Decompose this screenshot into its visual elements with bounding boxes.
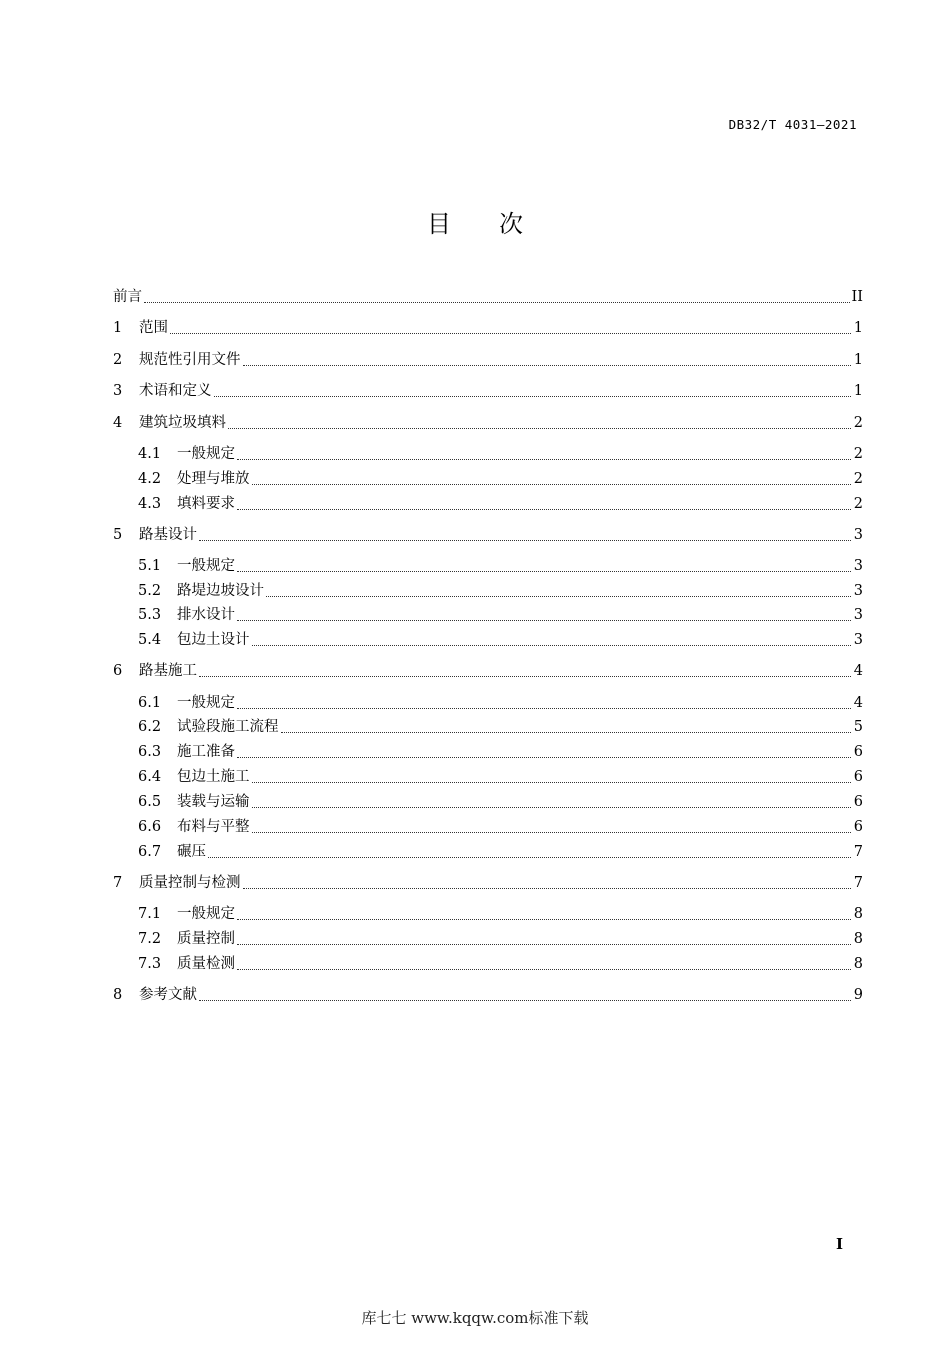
toc-entry-page: II xyxy=(851,289,863,305)
toc-entry-number: 6.3 xyxy=(138,744,162,760)
toc-leader xyxy=(208,856,851,858)
toc-leader xyxy=(199,539,851,541)
toc-entry-page: 3 xyxy=(853,527,863,543)
toc-entry-label: 范围 xyxy=(139,320,168,336)
toc-entry-page: 7 xyxy=(853,875,863,891)
toc-subentry[interactable] xyxy=(138,740,863,764)
toc-entry[interactable] xyxy=(113,983,863,1007)
toc-entry-page: 8 xyxy=(853,931,863,947)
toc-entry-number: 5.4 xyxy=(138,632,162,648)
page-title: 目次 xyxy=(427,210,571,238)
toc-leader xyxy=(252,483,852,485)
toc-entry-label: 一般规定 xyxy=(177,906,235,922)
toc-leader xyxy=(199,675,851,677)
toc-entry-number: 6.1 xyxy=(138,695,162,711)
toc-entry-label: 装载与运输 xyxy=(177,794,250,810)
toc-entry-page: 3 xyxy=(853,607,863,623)
toc-leader xyxy=(237,570,851,572)
toc-entry-page: 2 xyxy=(853,496,863,512)
toc-entry-label: 路基设计 xyxy=(139,527,197,543)
toc-entry-number: 5.3 xyxy=(138,607,162,623)
toc-entry-label: 包边土施工 xyxy=(177,769,250,785)
toc-entry-label: 碾压 xyxy=(177,844,206,860)
toc-entry-label: 一般规定 xyxy=(177,695,235,711)
toc-subentry[interactable] xyxy=(138,467,863,491)
toc-entry-foreword[interactable] xyxy=(113,285,863,309)
toc-subentry[interactable] xyxy=(138,815,863,839)
footer-watermark: 库七七 www.kqqw.com标准下载 xyxy=(361,1309,589,1327)
toc-entry-page: 6 xyxy=(853,769,863,785)
page-number: I xyxy=(836,1235,844,1253)
toc-entry-label: 前言 xyxy=(113,289,142,305)
toc-entry-label: 质量控制与检测 xyxy=(139,875,241,891)
toc-entry-page: 7 xyxy=(853,844,863,860)
toc-entry-number: 6 xyxy=(113,663,123,679)
toc-entry-label: 规范性引用文件 xyxy=(139,352,241,368)
toc-entry-page: 3 xyxy=(853,632,863,648)
toc-subentry[interactable] xyxy=(138,765,863,789)
toc-subentry[interactable] xyxy=(138,628,863,652)
toc-entry-number: 4.2 xyxy=(138,471,162,487)
toc-entry[interactable] xyxy=(113,871,863,895)
toc-entry-page: 8 xyxy=(853,906,863,922)
toc-entry-label: 路基施工 xyxy=(139,663,197,679)
toc-entry-number: 3 xyxy=(113,383,123,399)
toc-subentry[interactable] xyxy=(138,579,863,603)
toc-entry[interactable] xyxy=(113,348,863,372)
toc-leader xyxy=(144,301,850,303)
toc-subentry[interactable] xyxy=(138,840,863,864)
toc-entry-page: 1 xyxy=(853,383,863,399)
toc-entry-number: 6.2 xyxy=(138,719,162,735)
toc-entry-label: 填料要求 xyxy=(177,496,235,512)
toc-entry-page: 4 xyxy=(853,663,863,679)
toc-entry[interactable] xyxy=(113,659,863,683)
toc-entry-label: 处理与堆放 xyxy=(177,471,250,487)
toc-subentry[interactable] xyxy=(138,442,863,466)
toc-entry-page: 1 xyxy=(853,352,863,368)
toc-entry-label: 质量控制 xyxy=(177,931,235,947)
toc-subentry[interactable] xyxy=(138,554,863,578)
toc-entry-number: 5.1 xyxy=(138,558,162,574)
toc-entry-page: 2 xyxy=(853,446,863,462)
toc-entry-label: 参考文献 xyxy=(139,987,197,1003)
toc-entry-number: 6.4 xyxy=(138,769,162,785)
toc-leader xyxy=(281,731,852,733)
toc-leader xyxy=(237,508,851,510)
toc-subentry[interactable] xyxy=(138,952,863,976)
toc-entry-number: 6.5 xyxy=(138,794,162,810)
toc-entry[interactable] xyxy=(113,523,863,547)
toc-subentry[interactable] xyxy=(138,691,863,715)
toc-entry[interactable] xyxy=(113,411,863,435)
toc-entry[interactable] xyxy=(113,379,863,403)
toc-entry[interactable] xyxy=(113,316,863,340)
toc-leader xyxy=(252,781,852,783)
toc-entry-page: 5 xyxy=(853,719,863,735)
toc-entry-label: 排水设计 xyxy=(177,607,235,623)
toc-subentry[interactable] xyxy=(138,715,863,739)
toc-entry-number: 6.6 xyxy=(138,819,162,835)
toc-entry-page: 1 xyxy=(853,320,863,336)
toc-leader xyxy=(243,887,852,889)
toc-entry-label: 包边土设计 xyxy=(177,632,250,648)
toc-entry-label: 施工准备 xyxy=(177,744,235,760)
toc-entry-number: 1 xyxy=(113,320,123,336)
toc-entry-page: 6 xyxy=(853,744,863,760)
toc-leader xyxy=(237,968,851,970)
toc-entry-page: 8 xyxy=(853,956,863,972)
toc-leader xyxy=(252,644,852,646)
toc-entry-number: 4 xyxy=(113,415,123,431)
toc-subentry[interactable] xyxy=(138,902,863,926)
toc-leader xyxy=(237,619,851,621)
toc-entry-page: 6 xyxy=(853,819,863,835)
toc-entry-number: 7.1 xyxy=(138,906,162,922)
toc-leader xyxy=(237,458,851,460)
toc-entry-number: 7.3 xyxy=(138,956,162,972)
toc-entry-number: 2 xyxy=(113,352,123,368)
toc-leader xyxy=(237,943,851,945)
toc-leader xyxy=(252,831,852,833)
toc-entry-label: 试验段施工流程 xyxy=(177,719,279,735)
toc-leader xyxy=(266,595,851,597)
toc-entry-label: 质量检测 xyxy=(177,956,235,972)
toc-leader xyxy=(243,364,852,366)
toc-entry-label: 建筑垃圾填料 xyxy=(139,415,226,431)
toc-leader xyxy=(214,395,852,397)
toc-leader xyxy=(237,756,851,758)
document-code: DB32/T 4031—2021 xyxy=(728,117,857,132)
toc-entry-label: 布料与平整 xyxy=(177,819,250,835)
toc-leader xyxy=(252,806,852,808)
toc-entry-number: 8 xyxy=(113,987,123,1003)
toc-entry-number: 5 xyxy=(113,527,123,543)
toc-subentry[interactable] xyxy=(138,790,863,814)
toc-subentry[interactable] xyxy=(138,492,863,516)
toc-entry-number: 4.3 xyxy=(138,496,162,512)
toc-entry-number: 7 xyxy=(113,875,123,891)
toc-subentry[interactable] xyxy=(138,927,863,951)
toc-entry-number: 6.7 xyxy=(138,844,162,860)
toc-entry-page: 6 xyxy=(853,794,863,810)
toc-entry-label: 路堤边坡设计 xyxy=(177,583,264,599)
toc-leader xyxy=(237,707,851,709)
toc-entry-number: 7.2 xyxy=(138,931,162,947)
toc-leader xyxy=(228,427,851,429)
toc-entry-page: 2 xyxy=(853,471,863,487)
toc-subentry[interactable] xyxy=(138,603,863,627)
toc-entry-number: 5.2 xyxy=(138,583,162,599)
toc-entry-page: 9 xyxy=(853,987,863,1003)
toc-entry-page: 2 xyxy=(853,415,863,431)
toc-entry-page: 3 xyxy=(853,558,863,574)
toc-entry-page: 4 xyxy=(853,695,863,711)
toc-entry-label: 一般规定 xyxy=(177,446,235,462)
toc-entry-number: 4.1 xyxy=(138,446,162,462)
toc-leader xyxy=(199,999,851,1001)
toc-entry-page: 3 xyxy=(853,583,863,599)
toc-leader xyxy=(170,332,851,334)
toc-entry-label: 一般规定 xyxy=(177,558,235,574)
toc-leader xyxy=(237,918,851,920)
toc-entry-label: 术语和定义 xyxy=(139,383,212,399)
